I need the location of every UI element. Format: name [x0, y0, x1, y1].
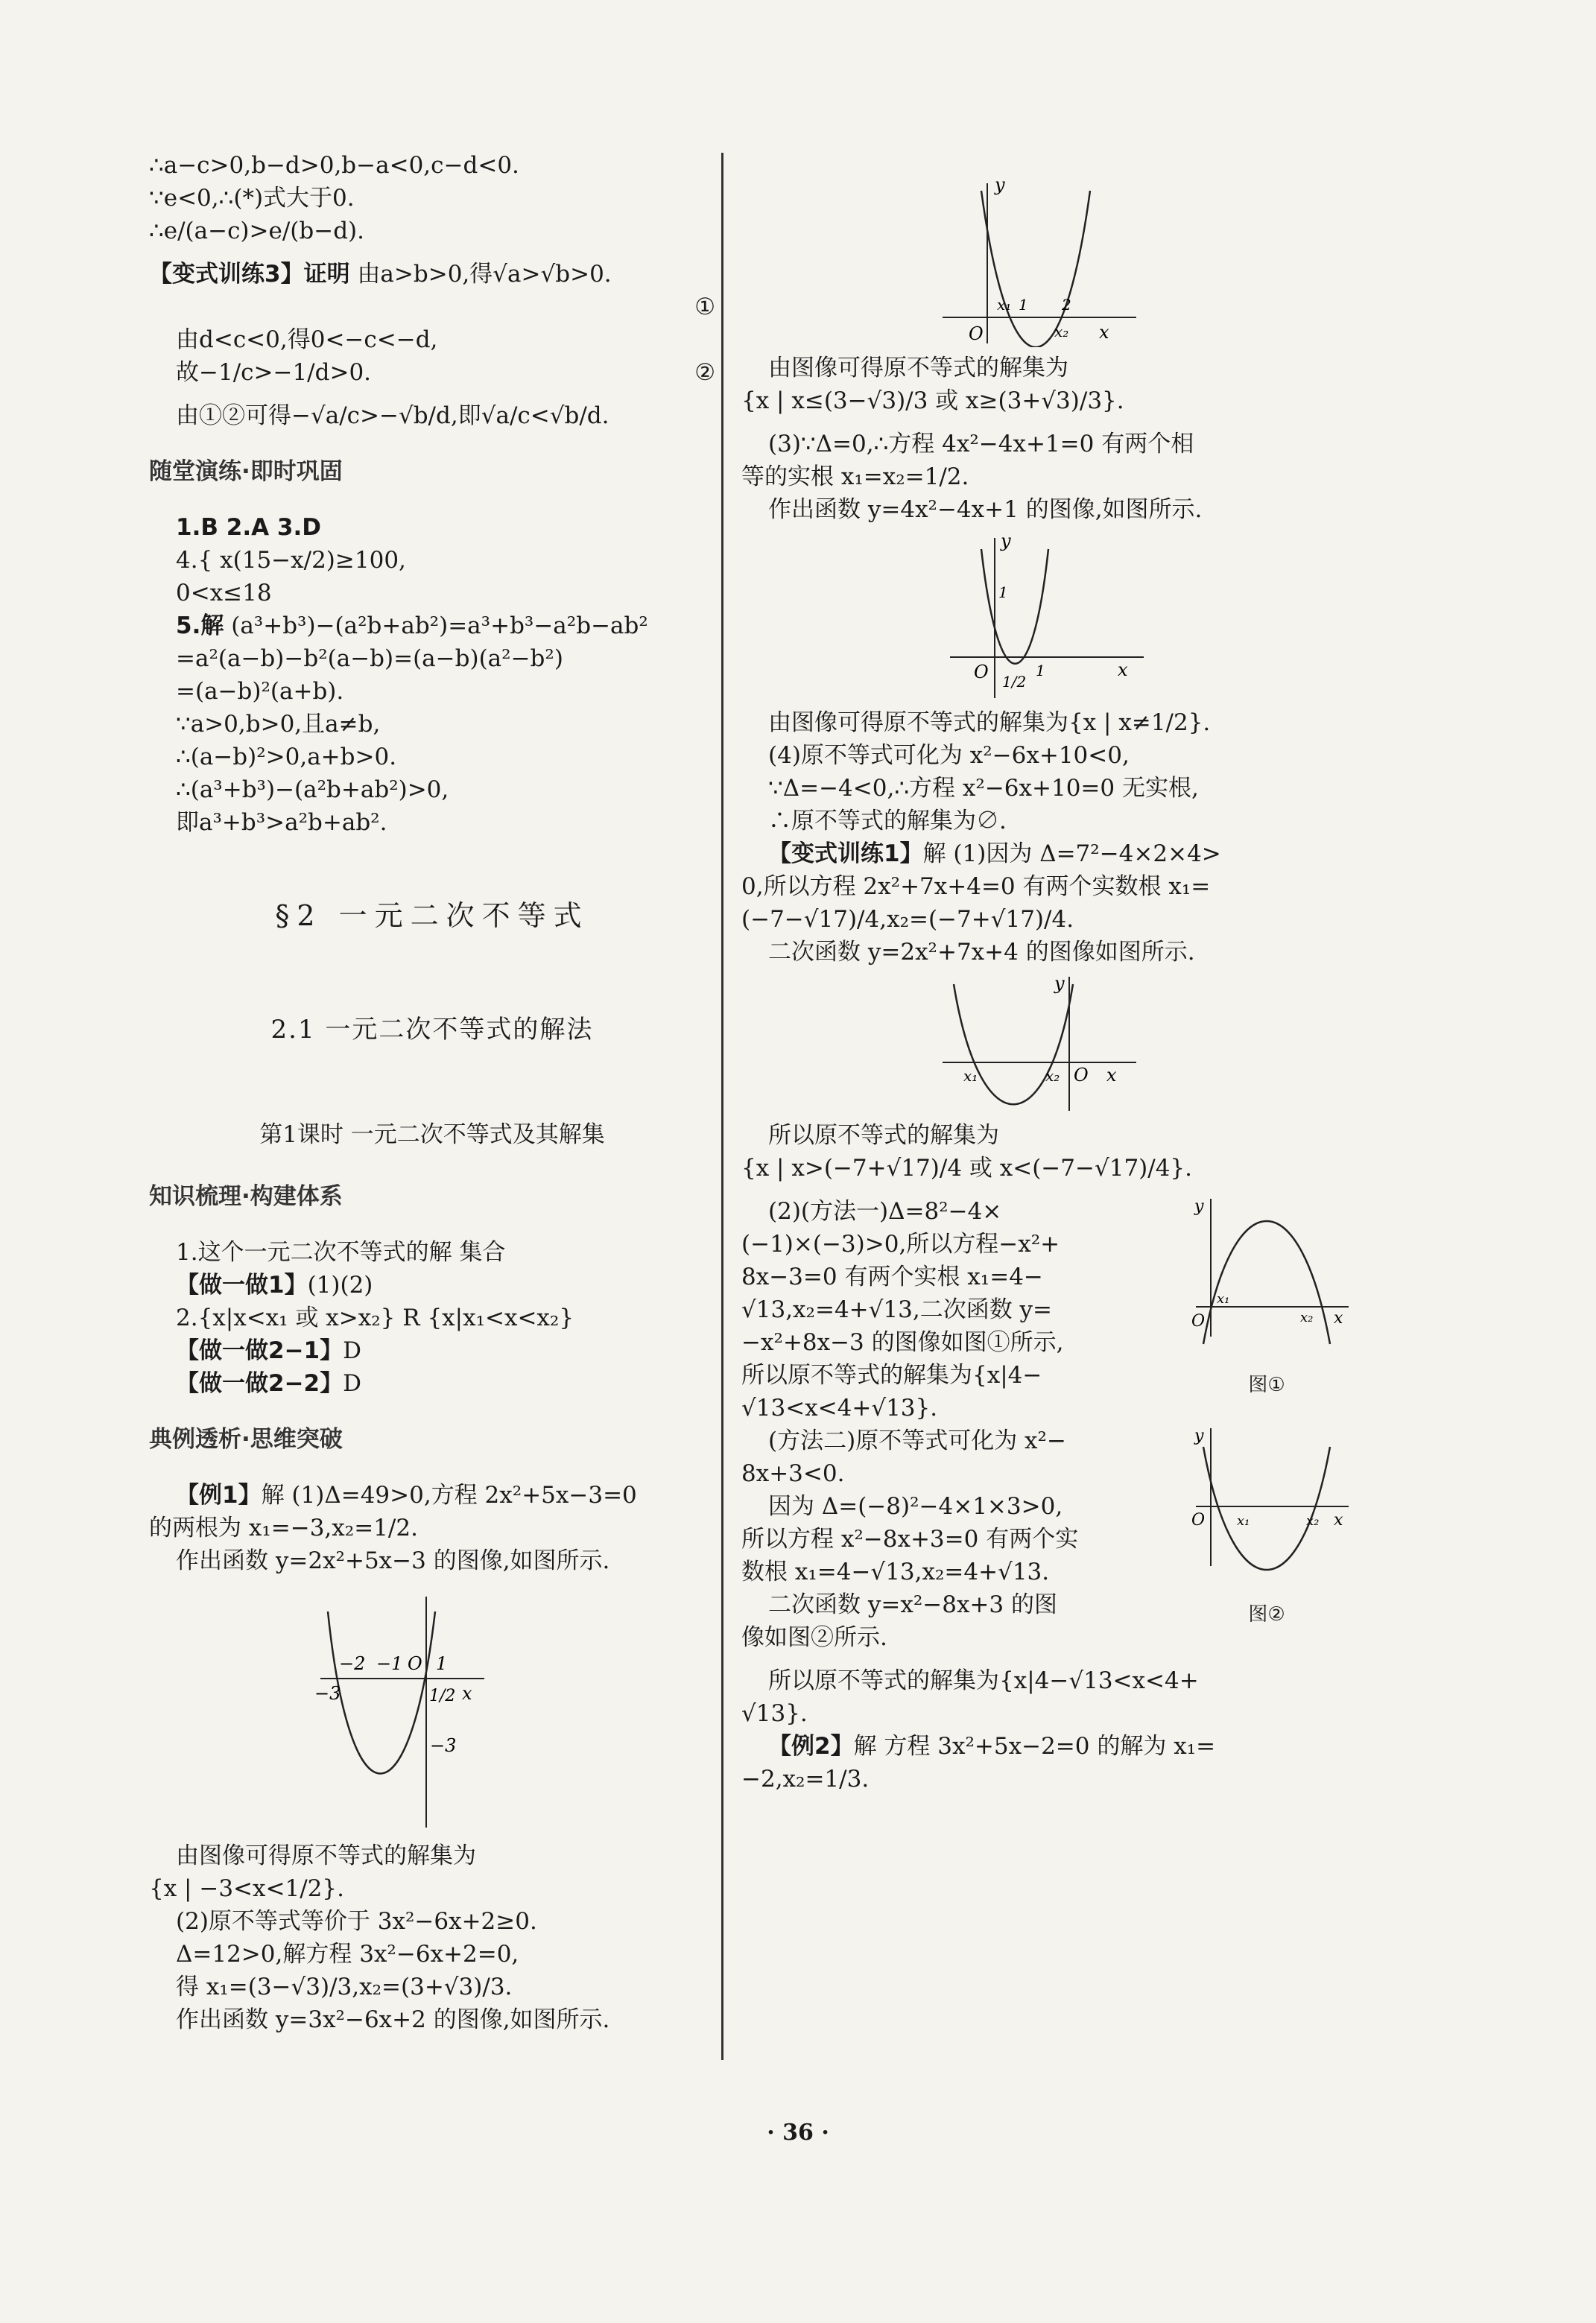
- column-divider: [721, 153, 723, 2060]
- text-line: ∵a>0,b>0,且a≠b,: [176, 711, 381, 738]
- text-line: (2)(方法一)Δ=8²−4×: [768, 1198, 1002, 1225]
- origin-label: O: [974, 662, 989, 682]
- exercise-tag: 【做一做2−2】: [176, 1370, 343, 1397]
- text-line: ∵e<0,∴(*)式大于0.: [149, 185, 355, 212]
- text-line: {x | −3<x<1/2}.: [149, 1875, 344, 1902]
- text-line: (−1)×(−3)>0,所以方程−x²+: [741, 1231, 1060, 1258]
- answer-line: 0<x≤18: [176, 580, 272, 606]
- parabola-graph-2: [741, 176, 1352, 347]
- text-line: [149, 1479, 715, 1512]
- text-line: [149, 258, 715, 291]
- tick-label: 1: [1019, 296, 1028, 314]
- parabola-graph-5: [1181, 1195, 1352, 1366]
- y-axis-label: y: [1001, 530, 1011, 551]
- text-span: 由a>b>0,得√a>√b>0.: [357, 261, 612, 288]
- text-line: −2,x₂=1/3.: [741, 1766, 870, 1793]
- text-line: [149, 1334, 715, 1367]
- tick-label: 1/2: [1002, 673, 1027, 691]
- text-line: √13}.: [741, 1700, 808, 1727]
- text-line: 作出函数 y=3x²−6x+2 的图像,如图所示.: [176, 2006, 610, 2033]
- tick-label: 1: [998, 583, 1008, 601]
- example-tag: 【例1】: [176, 1482, 262, 1509]
- page-number: · 36 ·: [767, 2120, 829, 2146]
- text-line: 0,所以方程 2x²+7x+4=0 有两个实数根 x₁=: [741, 873, 1211, 900]
- text-line: (−7−√17)/4,x₂=(−7+√17)/4.: [741, 906, 1074, 933]
- text-line: 得 x₁=(3−√3)/3,x₂=(3+√3)/3.: [176, 1974, 513, 2000]
- root-label: x₁: [1217, 1291, 1230, 1307]
- section-heading: §2 一元二次不等式: [275, 899, 589, 932]
- text-span: 解 方程 3x²+5x−2=0 的解为 x₁=: [853, 1733, 1216, 1760]
- section-label: 随堂演练·即时巩固: [149, 458, 343, 485]
- exercise-tag: 【做一做1】: [176, 1272, 308, 1299]
- exercise-tag: 【变式训练3】证明: [149, 261, 350, 288]
- root-label: x₂: [1306, 1513, 1320, 1529]
- root-label: x₁: [963, 1067, 978, 1085]
- text-line: 数根 x₁=4−√13,x₂=4+√13.: [741, 1559, 1050, 1585]
- x-axis-label: x: [1118, 659, 1128, 680]
- tick-label: −3: [314, 1683, 341, 1704]
- text-span: D: [343, 1337, 361, 1364]
- text-line: 2.{x|x<x₁ 或 x>x₂} R {x|x₁<x<x₂}: [176, 1305, 574, 1331]
- lesson-heading: 第1课时 一元二次不等式及其解集: [259, 1121, 605, 1148]
- text-line: ∴原不等式的解集为∅.: [768, 808, 1007, 834]
- x-axis-label: x: [1106, 1065, 1117, 1086]
- text-span: D: [343, 1370, 361, 1397]
- text-line: [149, 291, 715, 323]
- root-label: x₁: [1237, 1513, 1250, 1529]
- origin-label: O: [408, 1653, 422, 1674]
- text-line: 8x+3<0.: [741, 1460, 845, 1487]
- text-line: [149, 1367, 715, 1400]
- x-axis-label: x: [462, 1683, 472, 1704]
- text-line: 所以方程 x²−8x+3=0 有两个实: [741, 1526, 1079, 1553]
- text-line: ∴(a³+b³)−(a²b+ab²)>0,: [176, 776, 449, 803]
- method-two-block: [741, 1424, 1352, 1654]
- y-axis-label: y: [995, 176, 1005, 195]
- text-span: 解 (1)Δ=49>0,方程 2x²+5x−3=0: [261, 1482, 637, 1509]
- text-line: 因为 Δ=(−8)²−4×1×3>0,: [768, 1493, 1063, 1520]
- x-axis-label: x: [1334, 1511, 1343, 1530]
- text-line: 由①②可得−√a/c>−√b/d,即√a/c<√b/d.: [176, 402, 609, 429]
- tick-label: 1: [436, 1653, 448, 1674]
- method-one-block: [741, 1195, 1352, 1424]
- text-span: (1)(2): [307, 1272, 373, 1299]
- text-line: 由图像可得原不等式的解集为: [768, 355, 1068, 381]
- text-line: [149, 1269, 715, 1302]
- parabola-graph-1: [149, 1582, 715, 1835]
- exercise-tag: 【变式训练1】: [768, 840, 923, 867]
- text-line: [149, 356, 715, 389]
- equation-mark: ②: [694, 359, 715, 386]
- text-line: 作出函数 y=4x²−4x+1 的图像,如图所示.: [768, 496, 1203, 523]
- answer-line: [149, 609, 715, 642]
- text-line: 的两根为 x₁=−3,x₂=1/2.: [149, 1515, 418, 1541]
- root-label: x₂: [1045, 1067, 1060, 1085]
- tick-label: −1: [376, 1653, 403, 1674]
- x-axis-label: x: [1334, 1309, 1343, 1328]
- tick-label: −2: [339, 1653, 366, 1674]
- text-line: Δ=12>0,解方程 3x²−6x+2=0,: [176, 1941, 519, 1968]
- origin-label: O: [1191, 1511, 1206, 1530]
- text-line: 由图像可得原不等式的解集为{x | x≠1/2}.: [768, 709, 1211, 736]
- text-line: 等的实根 x₁=x₂=1/2.: [741, 463, 969, 490]
- figure-caption: 图①: [1248, 1374, 1285, 1396]
- answer-tag: 5.解: [176, 612, 224, 639]
- origin-label: O: [1074, 1065, 1089, 1086]
- text-span: 故−1/c>−1/d>0.: [176, 359, 372, 386]
- tick-label: −3: [430, 1735, 457, 1756]
- text-line: ∴e/(a−c)>e/(b−d).: [149, 218, 364, 244]
- x-axis-label: x: [1099, 322, 1109, 343]
- text-line: √13<x<4+√13}.: [741, 1395, 938, 1422]
- text-line: ∵Δ=−4<0,∴方程 x²−6x+10=0 无实根,: [768, 775, 1199, 802]
- text-line: 二次函数 y=x²−8x+3 的图: [768, 1591, 1057, 1618]
- answer-line: 1.B 2.A 3.D: [176, 514, 321, 541]
- tick-label: 1: [1036, 662, 1045, 679]
- figure-caption: 图②: [1248, 1603, 1285, 1626]
- root-label: x₁: [997, 296, 1012, 314]
- text-line: ∴a−c>0,b−d>0,b−a<0,c−d<0.: [149, 152, 519, 179]
- text-line: =(a−b)²(a+b).: [176, 678, 344, 705]
- subsection-heading: 2.1 一元二次不等式的解法: [270, 1015, 594, 1045]
- parabola-graph-3: [741, 530, 1352, 702]
- exercise-tag: 【做一做2−1】: [176, 1337, 343, 1364]
- text-line: (3)∵Δ=0,∴方程 4x²−4x+1=0 有两个相: [768, 431, 1194, 457]
- text-span: 解 (1)因为 Δ=7²−4×2×4>: [922, 840, 1221, 867]
- section-label: 知识梳理·构建体系: [149, 1183, 343, 1210]
- left-column: [149, 149, 715, 2036]
- answer-line: 4.{ x(15−x/2)≥100,: [176, 547, 406, 574]
- text-line: {x | x≤(3−√3)/3 或 x≥(3+√3)/3}.: [741, 387, 1124, 414]
- text-line: (2)原不等式等价于 3x²−6x+2≥0.: [176, 1908, 537, 1935]
- text-line: 1.这个一元二次不等式的解 集合: [176, 1239, 506, 1266]
- root-label: x₂: [1054, 323, 1069, 340]
- text-line: (4)原不等式可化为 x²−6x+10<0,: [768, 742, 1130, 769]
- equation-mark: ①: [694, 294, 715, 320]
- text-line: 像如图②所示.: [741, 1624, 887, 1651]
- y-axis-label: y: [1054, 973, 1065, 994]
- y-axis-label: y: [1194, 1427, 1204, 1445]
- text-line: 二次函数 y=2x²+7x+4 的图像如图所示.: [768, 939, 1195, 966]
- text-line: 即a³+b³>a²b+ab².: [176, 809, 387, 836]
- origin-label: O: [1191, 1312, 1206, 1331]
- text-line: −x²+8x−3 的图像如图①所示,: [741, 1329, 1064, 1356]
- text-line: 作出函数 y=2x²+5x−3 的图像,如图所示.: [176, 1547, 610, 1574]
- tick-label: 2: [1062, 296, 1071, 314]
- text-line: ∴(a−b)²>0,a+b>0.: [176, 744, 397, 770]
- origin-label: O: [969, 323, 984, 344]
- text-line: 由d<c<0,得0<−c<−d,: [176, 326, 438, 353]
- tick-label: 1/2: [429, 1687, 456, 1705]
- parabola-graph-4: [741, 973, 1352, 1115]
- text-line: {x | x>(−7+√17)/4 或 x<(−7−√17)/4}.: [741, 1155, 1193, 1182]
- text-line: √13,x₂=4+√13,二次函数 y=: [741, 1296, 1053, 1323]
- text-line: 所以原不等式的解集为{x|4−: [741, 1362, 1042, 1389]
- text-span: (a³+b³)−(a²b+ab²)=a³+b³−a²b−ab²: [231, 612, 648, 639]
- root-label: x₂: [1300, 1310, 1314, 1325]
- text-line: 所以原不等式的解集为{x|4−√13<x<4+: [768, 1667, 1199, 1694]
- text-line: 所以原不等式的解集为: [768, 1122, 999, 1149]
- text-line: 由图像可得原不等式的解集为: [176, 1842, 476, 1869]
- y-axis-label: y: [1194, 1197, 1204, 1216]
- text-line: [741, 837, 1352, 870]
- parabola-graph-6: [1181, 1424, 1352, 1596]
- example-tag: 【例2】: [768, 1733, 854, 1760]
- text-line: [741, 1730, 1352, 1763]
- text-line: =a²(a−b)−b²(a−b)=(a−b)(a²−b²): [176, 645, 563, 672]
- right-column: [741, 171, 1352, 1796]
- text-line: 8x−3=0 有两个实根 x₁=4−: [741, 1264, 1043, 1290]
- text-line: (方法二)原不等式可化为 x²−: [768, 1427, 1066, 1454]
- section-label: 典例透析·思维突破: [149, 1426, 343, 1453]
